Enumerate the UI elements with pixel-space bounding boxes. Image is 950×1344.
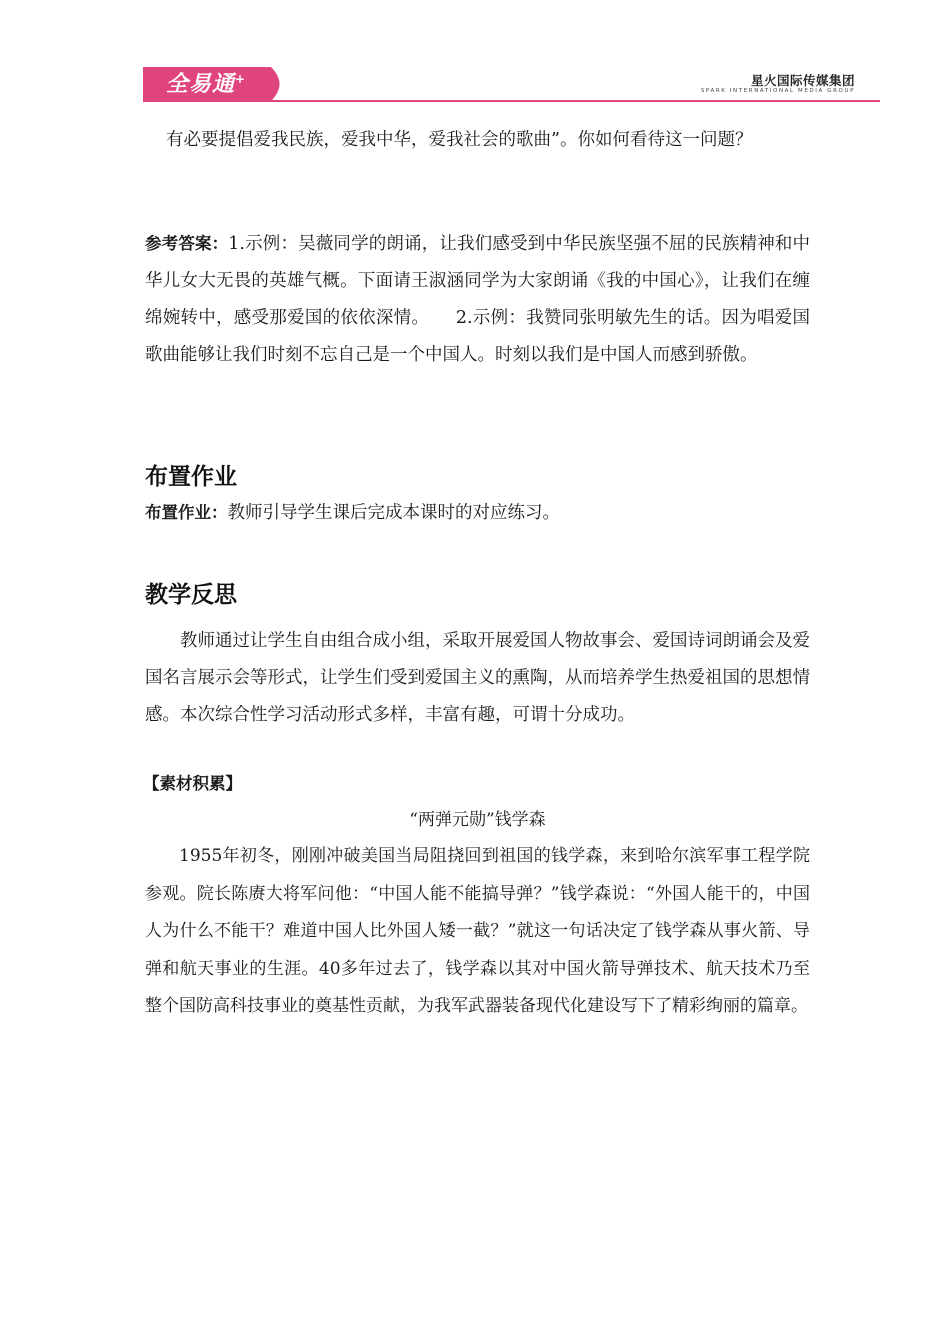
material-heading: “两弹元勋”钱学森 [409, 810, 546, 830]
material-text: 1955年初冬，刚刚冲破美国当局阻挠回到祖国的钱学森，来到哈尔滨军事工程学院参观。院长陈赓大将军问他：“中国人能不能搞导弹？”钱学森说：“外国人能干的，中国人为什么不能干？难道中国人比外国人矮一截？”就这一句话决定了钱学森从事火箭、导弹和航天事业的生涯。40多年过去了，钱学森以其对中国火箭导弹技术、航天技术乃至整个国防高科技事业的奠基性贡献，为我军武器装备现代化建设写下了精彩绚丽的篇章。 [145, 846, 810, 1016]
question-continuation [145, 122, 810, 159]
material-section [145, 838, 810, 1026]
logo [166, 70, 246, 100]
homework-section [145, 494, 810, 532]
header-divider [143, 100, 880, 102]
reflection-text: 教师通过让学生自由组合成小组，采取开展爱国人物故事会、爱国诗词朗诵会及爱国名言展示会等形式，让学生们受到爱国主义的熏陶，从而培养学生热爱祖国的思想情感。本次综合性学习活动形式多样，丰富有趣，可谓十分成功。 [145, 631, 810, 725]
homework-text: 教师引导学生课后完成本课时的对应练习。 [227, 503, 560, 523]
material-title: 【素材积累】 [143, 774, 242, 793]
answer-label: 参考答案： [145, 234, 229, 253]
reflection-section [145, 623, 810, 734]
answer-paragraph [145, 225, 810, 374]
answer-text: 1.示例：吴薇同学的朗诵，让我们感受到中华民族坚强不屈的民族精神和中华儿女大无畏的英雄气概。下面请王淑涵同学为大家朗诵《我的中国心》，让我们在缠绵婉转中，感受那爱国的依依深情。 2.示例：我赞同张明敏先生的话。因为唱爱国歌曲能够让我们时刻不忘自己是一个中国人。时刻以我们是中国人而感到骄傲。 [145, 234, 811, 365]
reflection-heading: 教学反思 [145, 582, 237, 608]
publisher-name: 星火国际传媒集团 [750, 73, 855, 88]
homework-paragraph [145, 494, 810, 532]
reference-answer [145, 225, 810, 374]
logo-text: 全易通 [166, 72, 236, 97]
publisher-english-name: SPARK INTERNATIONAL MEDIA GROUP [700, 88, 855, 94]
homework-heading: 布置作业 [145, 464, 237, 490]
homework-label: 布置作业： [145, 503, 228, 522]
question-text: 有必要提倡爱我民族，爱我中华，爱我社会的歌曲”。你如何看待这一问题？ [166, 130, 753, 150]
logo-star-icon: + [235, 72, 247, 86]
